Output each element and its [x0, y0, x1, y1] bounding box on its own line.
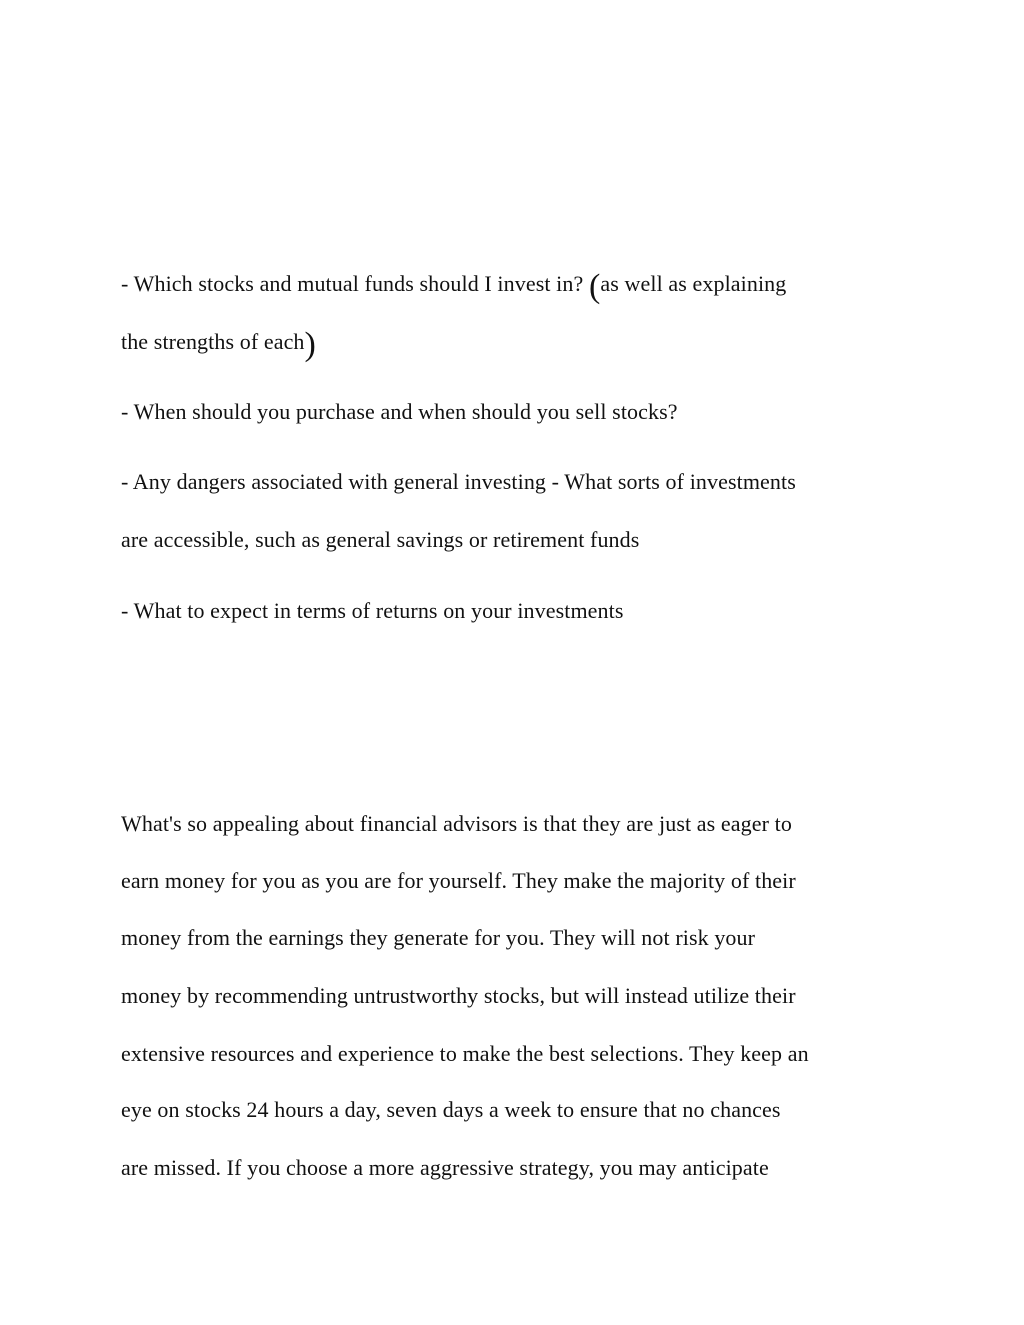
bullet-item-3-line-2: are accessible, such as general savings or retirement funds — [121, 527, 640, 552]
bullet-item-1-continuation: as well as explaining — [600, 271, 787, 296]
paragraph-line: eye on stocks 24 hours a day, seven days a week to ensure that no chances — [121, 1097, 781, 1122]
paragraph-line: money by recommending untrustworthy stocks, but will instead utilize their — [121, 983, 796, 1008]
paragraph-line: What's so appealing about financial advisors is that they are just as eager to — [121, 811, 792, 836]
bullet-item-2: - When should you purchase and when should you sell stocks? — [121, 399, 678, 424]
bullet-item-4: - What to expect in terms of returns on your investments — [121, 598, 624, 623]
bullet-item-1-text: - Which stocks and mutual funds should I invest in? — [121, 271, 589, 296]
paragraph-line: are missed. If you choose a more aggressive strategy, you may anticipate — [121, 1155, 769, 1180]
close-parenthesis: ) — [304, 326, 316, 363]
paragraph-line: extensive resources and experience to make the best selections. They keep an — [121, 1041, 809, 1066]
bullet-item-1-text-end: the strengths of each — [121, 329, 305, 354]
paragraph-line: money from the earnings they generate for you. They will not risk your — [121, 925, 756, 950]
bullet-item-1-line-2 — [121, 326, 316, 363]
paragraph-line: earn money for you as you are for yourself. They make the majority of their — [121, 868, 796, 893]
open-parenthesis: ( — [588, 268, 601, 305]
bullet-item-1-line-1 — [121, 268, 787, 305]
bullet-item-3-line-1: - Any dangers associated with general investing - What sorts of investments — [121, 469, 796, 494]
